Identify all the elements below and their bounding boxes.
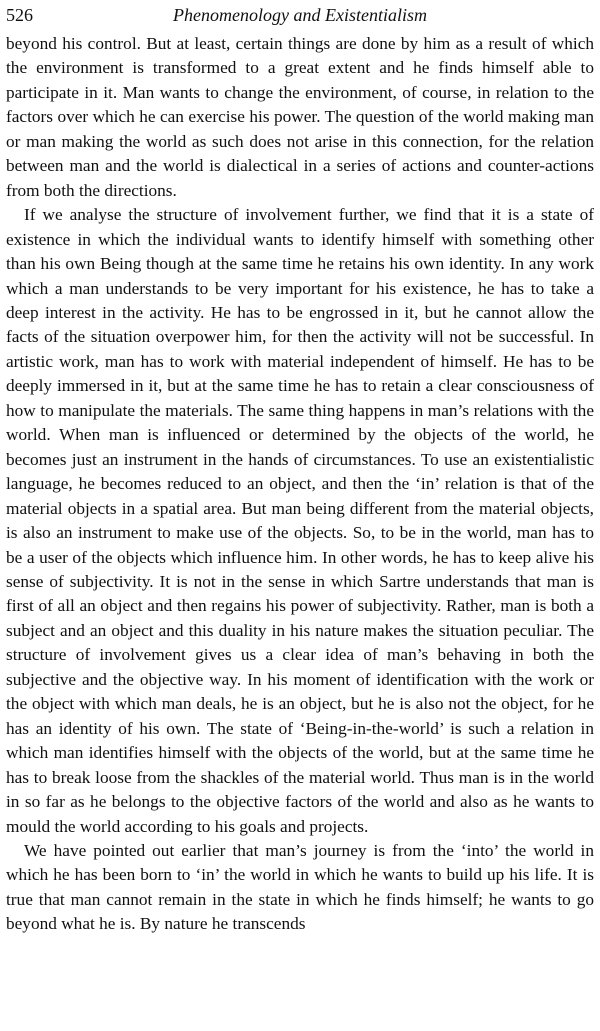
paragraph-1: beyond his control. But at least, certain things are done by him as a result of which the environment is transformed to a great extent and he finds himself able to participate in it. Man wants to change the environment, of course, in relation to the factors over which he can exercise his power. The question of the world making man or man making the world as such does not arise in this connection, for the relation between man and the world is dialectical in a series of actions and counter-actions from both the directions. xyxy=(6,34,594,200)
paragraph-2: If we analyse the structure of involvement further, we find that it is a state of existence in which the individual wants to identify himself with something other than his own Being though at the same time he retains his own identity. In any work which a man understands to be very important for his existence, he has to take a deep interest in the activity. He has to be engrossed in it, but he cannot allow the facts of the situation overpower him, for then the activity will not be successful. In artistic work, man has to work with material independent of himself. He has to be deeply immersed in it, but at the same time he has to retain a clear consciousness of how to manipulate the materials. The same thing happens in man’s relations with the world. When man is influenced or determined by the objects of the world, he becomes just an instrument in the hands of circumstances. To use an existentialistic language, he becomes reduced to an object, and then the ‘in’ relation is that of the material objects in a spatial area. But man being different from the material objects, is also an instrument to make use of the objects. So, to be in the world, man has to be a user of the objects which influence him. In other words, he has to keep alive his sense of subjectivity. It is not in the sense in which Sartre understands that man is first of all an object and then regains his power of subjectivity. Rather, man is both a subject and an object and this duality in his nature makes the situation peculiar. The structure of involvement gives us a clear idea of man’s behaving in both the subjective and the objective way. In his moment of identification with the work or the object with which man deals, he is an object, but he is also not the object, for he has an identity of his own. The state of ‘Being-in-the-world’ is such a relation in which man identifies himself with the objects of the world, but at the same time he has to break loose from the shackles of the material world. Thus man is in the world in so far as he belongs to the objective factors of the world and also as he wants to mould the world according to his goals and projects. xyxy=(6,205,594,836)
page-number: 526 xyxy=(6,5,33,25)
paragraph-3: We have pointed out earlier that man’s journey is from the ‘into’ the world in which he has been born to ‘in’ the world in which he wants to build up his life. It is true that man cannot remain in the state in which he finds himself; he wants to go beyond what he is. By nature he transcends xyxy=(6,840,594,934)
body-text xyxy=(6,32,594,937)
running-title: Phenomenology and Existentialism xyxy=(173,5,427,25)
running-head xyxy=(6,2,594,32)
